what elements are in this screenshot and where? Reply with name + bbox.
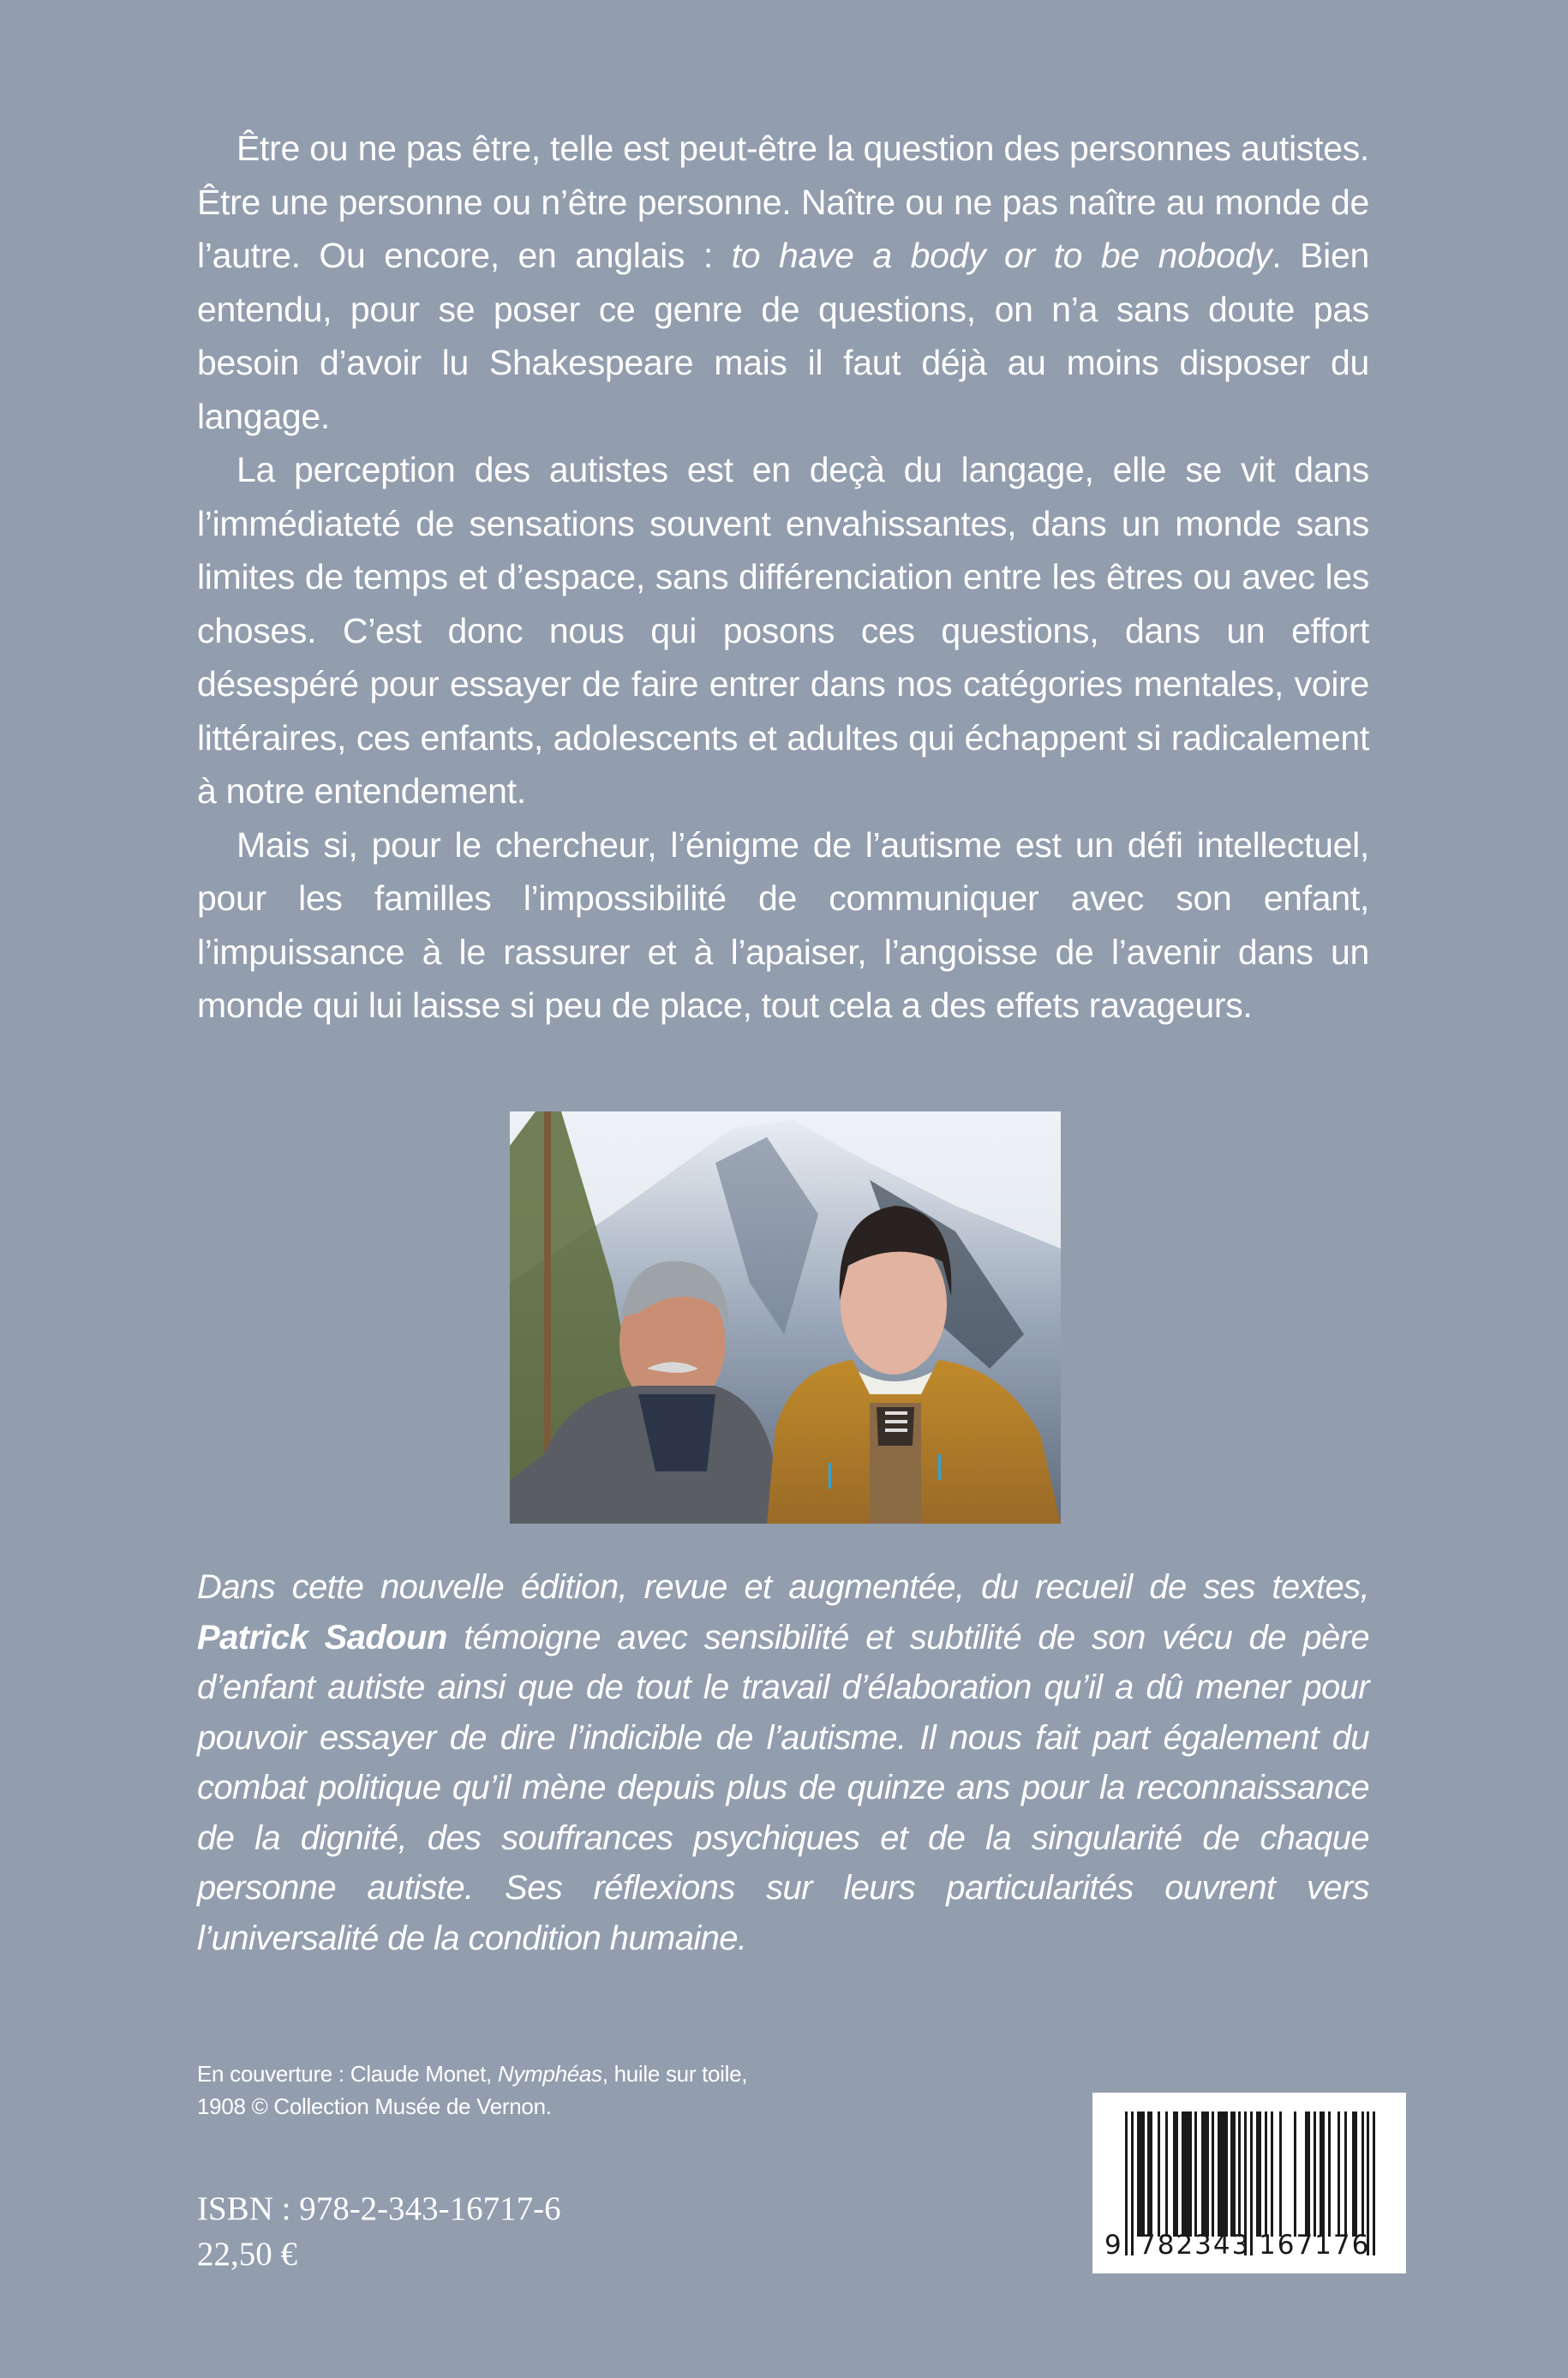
book-summary (197, 1562, 1369, 1963)
author-photo (510, 1111, 1061, 1524)
summary-intro: Dans cette nouvelle édition, revue et augmentée, du recueil de ses textes, (197, 1568, 1369, 1606)
paragraph-3-text: Mais si, pour le chercheur, l’énigme de l’autisme est un défi intellectuel, pour les familles l’impossibilité de communiquer avec son enfant, l’impuissance à le rassurer et à l’apaiser, l’angoisse de l’avenir dans un monde qui lui laisse si peu de place, tout cela a des effets ravageurs. (197, 824, 1369, 1025)
paragraph-2 (197, 443, 1369, 818)
cover-credit-line-2: 1908 © Collection Musée de Vernon. (197, 2093, 552, 2119)
credit-artwork-title: Nymphéas (497, 2061, 602, 2087)
paragraph-3 (197, 818, 1369, 1033)
paragraph-2-text: La perception des autistes est en deçà du langage, elle se vit dans l’immédiateté de sensations souvent envahissantes, dans un monde sans limites de temps et d’espace, sans différenciation entre les êtres ou avec les choses. C’est donc nous qui posons ces questions, dans un effort désespéré pour essayer de faire entrer dans nos catégories mentales, voire littéraires, ces enfants, adolescents et adultes qui échappent si radicalement à notre entendement. (197, 450, 1369, 811)
barcode (1092, 2093, 1406, 2273)
summary-body: témoigne avec sensibilité et subtilité de son vécu de père d’enfant autiste ainsi que de tout le travail d’élaboration qu’il a dû mener pour pouvoir essayer de dire l’indicible de l’autisme. Il nous fait part également du combat politique qu’il mène depuis plus de quinze ans pour la reconnaissance de la dignité, des souffrances psychiques et de la singularité de chaque personne autiste. Ses réflexions sur leurs particularités ouvrent vers l’universalité de la condition humaine. (197, 1618, 1369, 1957)
author-name: Patrick Sadoun (197, 1618, 447, 1656)
barcode-digit-first: 9 (1104, 2230, 1122, 2261)
barcode-digits-left: 782343 (1139, 2230, 1251, 2261)
paragraph-1-italic-quote: to have a body or to be nobody (731, 236, 1272, 275)
paragraph-1 (197, 122, 1369, 443)
barcode-digits-right: 167176 (1259, 2230, 1371, 2261)
isbn-block (197, 2186, 561, 2277)
barcode-digits (1104, 2230, 1396, 2264)
paragraph-1-part-2: . Bien entendu, pour se poser ce genre de questions, on n’a sans doute pas besoin d’avoir lu Shakespeare mais il faut déjà au moins disposer du langage. (197, 236, 1369, 436)
credit-prefix: En couverture : Claude Monet, (197, 2061, 498, 2087)
price: 22,50 € (197, 2236, 297, 2273)
paragraph-1-part-1: Être ou ne pas être, telle est peut-être la question des personnes autistes. Être une personne ou n’être personne. Naître ou ne pas naître au monde de l’autre. Ou encore, en anglais : (197, 129, 1369, 275)
cover-credit (197, 2058, 747, 2123)
isbn-number: ISBN : 978-2-343-16717-6 (197, 2190, 561, 2227)
main-text (197, 122, 1369, 1033)
cover-credit-line-1 (197, 2058, 747, 2090)
photo-icon (510, 1111, 1061, 1524)
credit-suffix: , huile sur toile, (601, 2061, 748, 2087)
